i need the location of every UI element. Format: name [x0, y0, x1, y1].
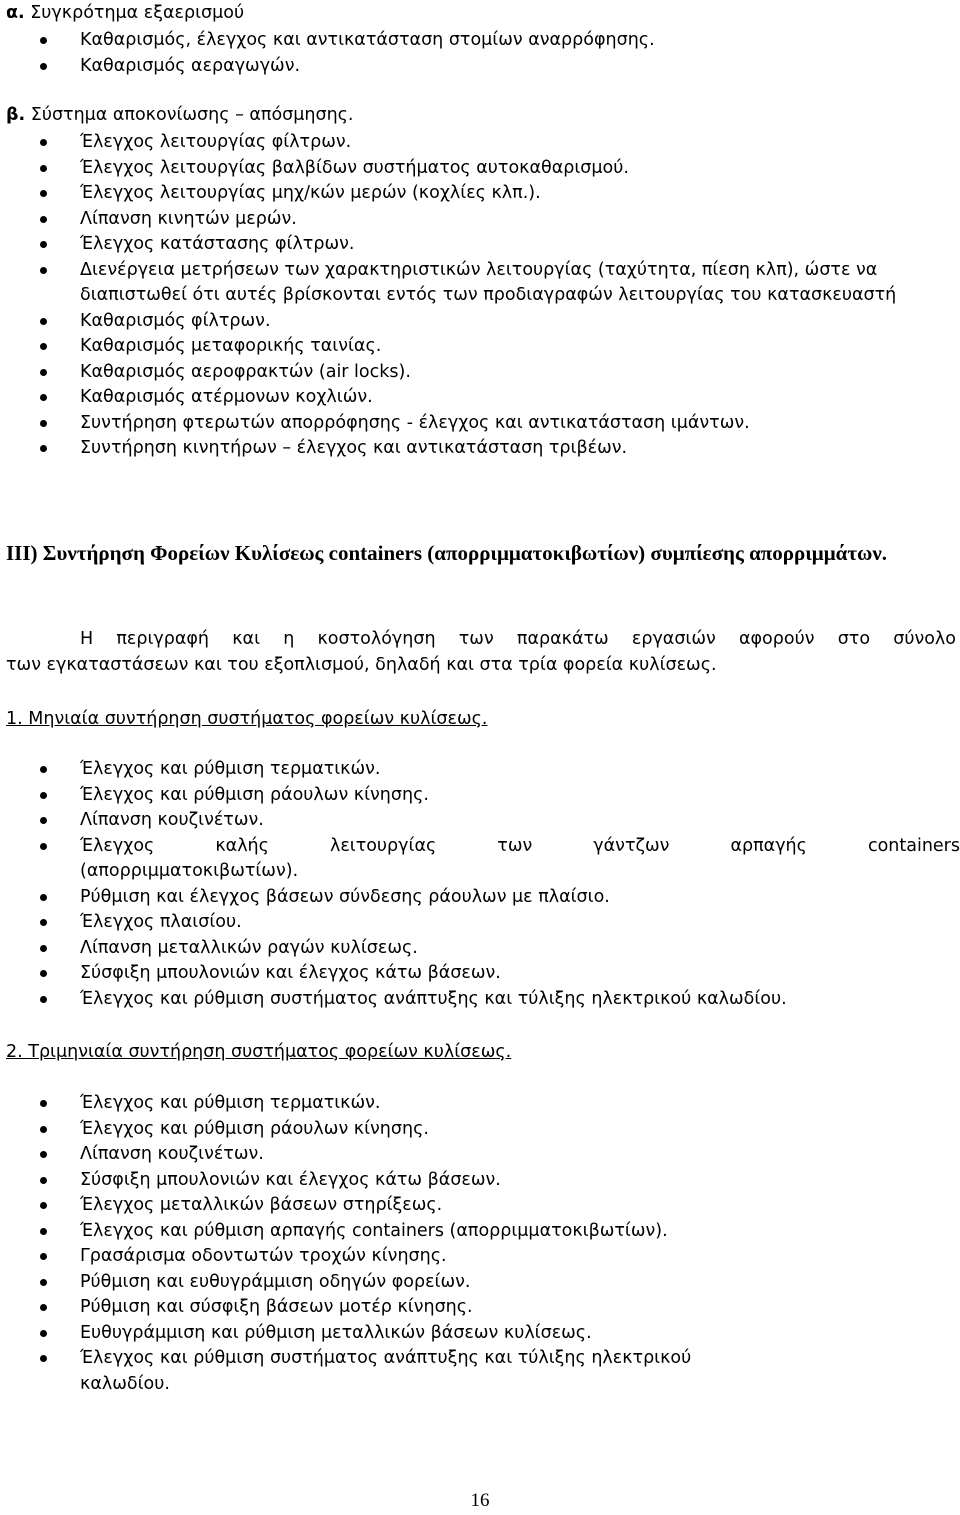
bullet-icon: [40, 1126, 47, 1133]
quarterly-heading: 2. Τριμηνιαία συντήρηση συστήματος φορείων κυλίσεως.: [6, 1042, 512, 1062]
list-item: Γρασάρισμα οδοντωτών τροχών κίνησης.: [0, 1244, 691, 1270]
list-item: Καθαρισμός φίλτρων.: [0, 309, 940, 335]
list-item: Έλεγχος και ρύθμιση συστήματος ανάπτυξης και τύλιξης ηλεκτρικού: [0, 1346, 691, 1372]
list-item-continuation: καλωδίου.: [80, 1373, 170, 1394]
section-b-heading: [6, 104, 354, 126]
list-item: Έλεγχος και ρύθμιση ράουλων κίνησης.: [0, 1117, 691, 1143]
list-item: Έλεγχος λειτουργίας φίλτρων.: [0, 130, 940, 156]
list-item: Έλεγχος μεταλλικών βάσεων στηρίξεως.: [0, 1193, 691, 1219]
monthly-list: [0, 757, 960, 1012]
bullet-icon: [40, 1151, 47, 1158]
list-item: Λίπανση κουζινέτων.: [0, 1142, 691, 1168]
list-item: Έλεγχος και ρύθμιση τερματικών.: [0, 1091, 691, 1117]
bullet-icon: [40, 165, 47, 172]
list-item: Έλεγχος λειτουργίας βαλβίδων συστήματος αυτοκαθαρισμού.: [0, 156, 940, 182]
list-item: Καθαρισμός αεραγωγών.: [0, 54, 655, 80]
bullet-icon: [40, 63, 47, 70]
bullet-icon: [40, 139, 47, 146]
list-item: Καθαρισμός αεροφρακτών (air locks).: [0, 360, 940, 386]
bullet-icon: [40, 241, 47, 248]
bullet-icon: [40, 945, 47, 952]
bullet-icon: [40, 343, 47, 350]
bullet-icon: [40, 369, 47, 376]
bullet-icon: [40, 1304, 47, 1311]
bullet-icon: [40, 318, 47, 325]
bullet-icon: [40, 37, 47, 44]
bullet-icon: [40, 394, 47, 401]
bullet-icon: [40, 996, 47, 1003]
list-item: Σύσφιξη μπουλονιών και έλεγχος κάτω βάσεων.: [0, 961, 960, 987]
bullet-icon: [40, 817, 47, 824]
list-item: Έλεγχος και ρύθμιση συστήματος ανάπτυξης και τύλιξης ηλεκτρικού καλωδίου.: [0, 987, 960, 1013]
section-a-title: Συγκρότημα εξαερισμού: [30, 3, 245, 23]
list-item: Έλεγχος και ρύθμιση τερματικών.: [0, 757, 960, 783]
bullet-icon: [40, 1355, 47, 1362]
list-item: Έλεγχος λειτουργίας μηχ/κών μερών (κοχλίες κλπ.).: [0, 181, 940, 207]
section-b-label: β.: [6, 105, 26, 125]
paragraph-line: των εγκαταστάσεων και του εξοπλισμού, δηλαδή και στα τρία φορεία κυλίσεως.: [6, 655, 717, 675]
list-item: Έλεγχος πλαισίου.: [0, 910, 960, 936]
section-a-label: α.: [6, 3, 25, 23]
list-item: Ρύθμιση και ευθυγράμμιση οδηγών φορείων.: [0, 1270, 691, 1296]
bullet-icon: [40, 1100, 47, 1107]
section-iii-paragraph: [6, 626, 956, 678]
list-item: Διενέργεια μετρήσεων των χαρακτηριστικών λειτουργίας (ταχύτητα, πίεση κλπ), ώστε να διαπιστωθεί ότι αυτές βρίσκονται εντός των προδιαγραφών λειτουργίας του κατασκευαστή: [0, 258, 940, 309]
list-item: Συντήρηση φτερωτών απορρόφησης - έλεγχος και αντικατάσταση ιμάντων.: [0, 411, 940, 437]
bullet-icon: [40, 894, 47, 901]
quarterly-list: [0, 1091, 691, 1397]
bullet-icon: [40, 970, 47, 977]
section-a-heading: [6, 2, 244, 24]
section-b-list: [0, 130, 940, 462]
bullet-icon: [40, 445, 47, 452]
list-item: Έλεγχος και ρύθμιση ράουλων κίνησης.: [0, 783, 960, 809]
list-item: Έλεγχος και ρύθμιση αρπαγής containers (απορριμματοκιβωτίων).: [0, 1219, 691, 1245]
section-a-list: [0, 28, 655, 79]
list-item: Έλεγχος καλής λειτουργίας των γάντζων αρπαγής containers: [0, 834, 960, 860]
bullet-icon: [40, 843, 47, 850]
list-item: Ρύθμιση και σύσφιξη βάσεων μοτέρ κίνησης.: [0, 1295, 691, 1321]
list-item: Έλεγχος κατάστασης φίλτρων.: [0, 232, 940, 258]
bullet-icon: [40, 190, 47, 197]
list-item: Σύσφιξη μπουλονιών και έλεγχος κάτω βάσεων.: [0, 1168, 691, 1194]
paragraph-line: Η περιγραφή και η κοστολόγηση των παρακάτω εργασιών αφορούν στο σύνολο: [80, 629, 956, 649]
section-b-title: Σύστημα αποκονίωσης – απόσμησης.: [30, 105, 354, 125]
bullet-icon: [40, 766, 47, 773]
bullet-icon: [40, 420, 47, 427]
list-item: Λίπανση κουζινέτων.: [0, 808, 960, 834]
monthly-heading: 1. Μηνιαία συντήρηση συστήματος φορείων κυλίσεως.: [6, 709, 488, 729]
page-number: 16: [470, 1490, 490, 1511]
list-item: Καθαρισμός μεταφορικής ταινίας.: [0, 334, 940, 360]
list-item: Λίπανση μεταλλικών ραγών κυλίσεως.: [0, 936, 960, 962]
list-item: Ρύθμιση και έλεγχος βάσεων σύνδεσης ράουλων με πλαίσιο.: [0, 885, 960, 911]
list-item: Λίπανση κινητών μερών.: [0, 207, 940, 233]
list-item: Καθαρισμός ατέρμονων κοχλιών.: [0, 385, 940, 411]
bullet-icon: [40, 792, 47, 799]
list-item: Καθαρισμός, έλεγχος και αντικατάσταση στομίων αναρρόφησης.: [0, 28, 655, 54]
bullet-icon: [40, 1177, 47, 1184]
bullet-icon: [40, 1279, 47, 1286]
bullet-icon: [40, 1253, 47, 1260]
bullet-icon: [40, 216, 47, 223]
list-item-continuation: (απορριμματοκιβωτίων).: [80, 861, 299, 881]
bullet-icon: [40, 1330, 47, 1337]
bullet-icon: [40, 1228, 47, 1235]
list-item: Συντήρηση κινητήρων – έλεγχος και αντικατάσταση τριβέων.: [0, 436, 940, 462]
bullet-icon: [40, 267, 47, 274]
bullet-icon: [40, 1202, 47, 1209]
bullet-icon: [40, 919, 47, 926]
section-iii-title: ΙΙΙ) Συντήρηση Φορείων Κυλίσεως containers (απορριμματοκιβωτίων) συμπίεσης απορριμμάτων.: [6, 541, 887, 565]
list-item: Ευθυγράμμιση και ρύθμιση μεταλλικών βάσεων κυλίσεως.: [0, 1321, 691, 1347]
